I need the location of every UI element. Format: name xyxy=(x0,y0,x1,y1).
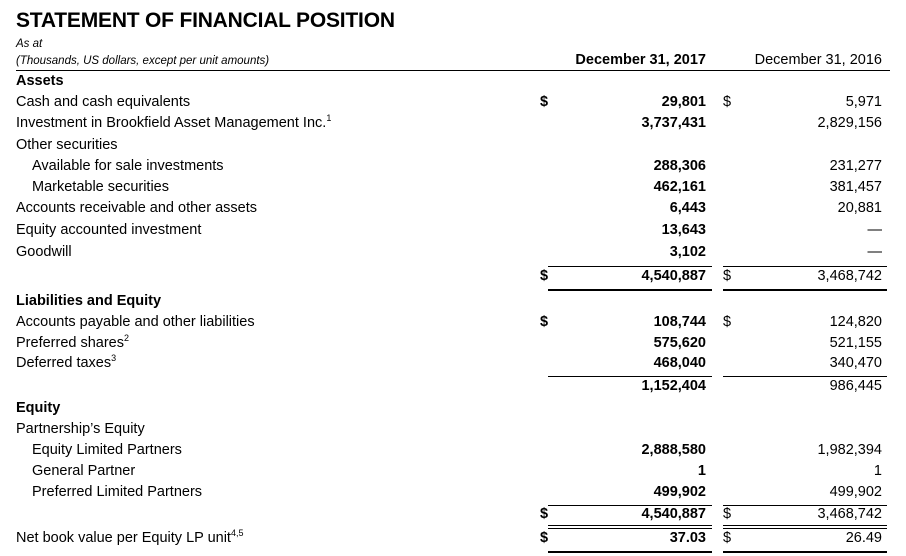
nbv-2016: 26.49 xyxy=(845,530,882,546)
value-2017: 462,161 xyxy=(653,179,706,195)
table-row xyxy=(0,463,906,484)
total-rule xyxy=(723,551,887,553)
column-header-2017: December 31, 2017 xyxy=(575,52,706,68)
value-2016: 340,470 xyxy=(829,355,882,371)
subtotal-rule xyxy=(723,376,887,377)
assets-total-row xyxy=(0,268,906,289)
currency-symbol: $ xyxy=(723,314,732,330)
double-rule xyxy=(723,525,887,529)
subtotal-rule xyxy=(548,376,712,377)
total-2017: 4,540,887 xyxy=(641,268,706,284)
table-row xyxy=(0,222,906,243)
value-2016: 231,277 xyxy=(829,158,882,174)
table-row xyxy=(0,115,906,136)
subtotal-rule xyxy=(723,266,887,267)
value-2016: 1,982,394 xyxy=(817,442,882,458)
table-row xyxy=(0,355,906,376)
row-label: Marketable securities xyxy=(32,179,169,195)
column-header-2016: December 31, 2016 xyxy=(754,52,882,68)
row-label: Preferred shares$^2$ xyxy=(16,333,130,351)
row-label: Net book value per Equity LP unit$^{4,5}$ xyxy=(16,528,244,546)
footnote-marker: 3 xyxy=(111,353,117,363)
footnote-marker: 4,5 xyxy=(230,528,244,538)
double-rule xyxy=(548,525,712,529)
row-label: Available for sale investments xyxy=(32,158,224,174)
footnote-marker: 1 xyxy=(326,113,332,123)
currency-symbol: $ xyxy=(540,530,549,546)
row-label: Other securities xyxy=(16,137,118,153)
table-row xyxy=(0,244,906,265)
value-2016: 521,155 xyxy=(829,335,882,351)
row-label: Preferred Limited Partners xyxy=(32,484,203,500)
subheading: Partnership’s Equity xyxy=(16,421,145,437)
section-heading: Liabilities and Equity xyxy=(16,293,162,309)
total-rule xyxy=(548,289,712,291)
currency-symbol: $ xyxy=(540,94,549,110)
value-2017: 575,620 xyxy=(653,335,706,351)
currency-symbol: $ xyxy=(723,506,732,522)
currency-symbol: $ xyxy=(540,268,549,284)
total-rule xyxy=(723,289,887,291)
value-2016: 1 xyxy=(873,463,882,479)
value-2017: 3,102 xyxy=(669,244,706,260)
footnote-marker: 2 xyxy=(124,333,130,343)
table-row xyxy=(0,442,906,463)
table-row xyxy=(0,137,906,158)
total-2016: 3,468,742 xyxy=(817,268,882,284)
equity-subheading-row xyxy=(0,421,906,442)
table-row xyxy=(0,179,906,200)
row-label: Goodwill xyxy=(16,244,72,260)
row-label: Accounts payable and other liabilities xyxy=(16,314,255,330)
table-row xyxy=(0,94,906,115)
total-2016: 986,445 xyxy=(829,378,882,394)
total-rule xyxy=(548,551,712,553)
section-heading: Assets xyxy=(16,73,64,89)
total-2017: 4,540,887 xyxy=(641,506,706,522)
total-2016: 3,468,742 xyxy=(817,506,882,522)
row-label: Accounts receivable and other assets xyxy=(16,200,257,216)
value-2016: 381,457 xyxy=(829,179,882,195)
table-row xyxy=(0,200,906,221)
table-row xyxy=(0,158,906,179)
value-2016: 124,820 xyxy=(829,314,882,330)
equity-total-row xyxy=(0,506,906,527)
liabilities-total-row xyxy=(0,378,906,399)
row-label: Investment in Brookfield Asset Management Inc.$^1$ xyxy=(16,113,332,131)
value-2016: 2,829,156 xyxy=(817,115,882,131)
value-2017: 3,737,431 xyxy=(641,115,706,131)
total-2017: 1,152,404 xyxy=(641,378,706,394)
subtotal-rule xyxy=(548,266,712,267)
value-2016: 499,902 xyxy=(829,484,882,500)
equity-heading-row xyxy=(0,400,906,421)
value-2017: 2,888,580 xyxy=(641,442,706,458)
row-label: Equity Limited Partners xyxy=(32,442,182,458)
row-label: Equity accounted investment xyxy=(16,222,202,238)
currency-symbol: $ xyxy=(723,530,732,546)
value-2016: — xyxy=(867,244,882,260)
units-note: (Thousands, US dollars, except per unit amounts) xyxy=(16,55,270,67)
value-2016: 5,971 xyxy=(845,94,882,110)
section-heading: Equity xyxy=(16,400,61,416)
value-2017: 288,306 xyxy=(653,158,706,174)
value-2016: — xyxy=(867,222,882,238)
liabilities-heading-row xyxy=(0,293,906,314)
as-at-label: As at xyxy=(16,38,43,50)
value-2016: 20,881 xyxy=(837,200,882,216)
currency-symbol: $ xyxy=(723,268,732,284)
row-label: General Partner xyxy=(32,463,136,479)
statement-title: STATEMENT OF FINANCIAL POSITION xyxy=(16,9,395,32)
table-row xyxy=(0,314,906,335)
row-label: Deferred taxes$^3$ xyxy=(16,353,117,371)
assets-heading-row xyxy=(0,73,906,94)
nbv-row xyxy=(0,530,906,551)
table-row xyxy=(0,335,906,356)
value-2017: 108,744 xyxy=(653,314,706,330)
row-label: Cash and cash equivalents xyxy=(16,94,191,110)
value-2017: 6,443 xyxy=(669,200,706,216)
currency-symbol: $ xyxy=(540,314,549,330)
nbv-2017: 37.03 xyxy=(669,530,706,546)
value-2017: 468,040 xyxy=(653,355,706,371)
currency-symbol: $ xyxy=(723,94,732,110)
value-2017: 499,902 xyxy=(653,484,706,500)
value-2017: 13,643 xyxy=(661,222,706,238)
header-rule xyxy=(16,70,890,71)
value-2017: 1 xyxy=(697,463,706,479)
currency-symbol: $ xyxy=(540,506,549,522)
value-2017: 29,801 xyxy=(661,94,706,110)
table-row xyxy=(0,484,906,505)
